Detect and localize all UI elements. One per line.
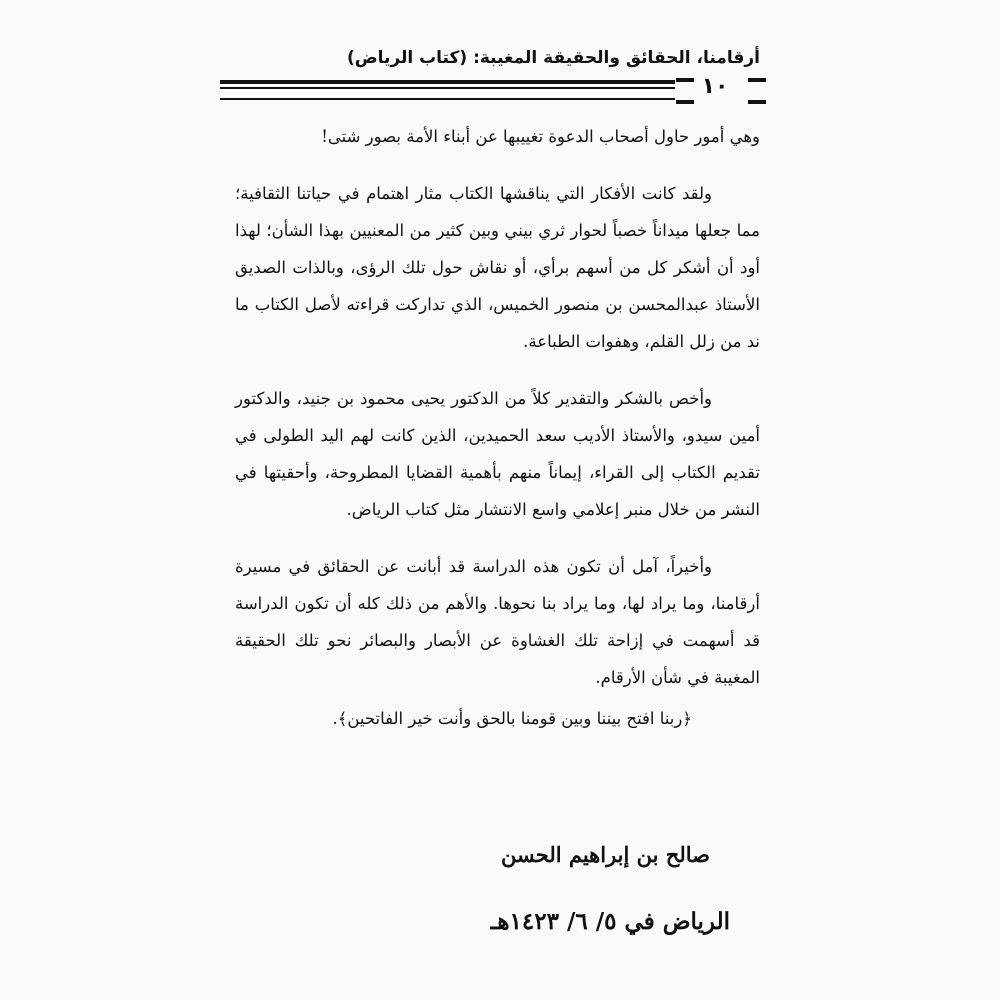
page-header: [220, 48, 760, 98]
place-date: الرياض في ٥/ ٦/ ١٤٢٣هـ: [490, 908, 730, 935]
header-rule: [220, 80, 675, 100]
page-number: ١٠: [680, 74, 750, 100]
paragraph-3: وأخص بالشكر والتقدير كلاً من الدكتور يحيى محمود بن جنيد، والدكتور أمين سيدو، والأستاذ الأديب سعد الحميدين، الذين كانت لهم اليد الطولى في تقديم الكتاب إلى القراء، إيماناً منهم بأهمية القضايا المطروحة، وأحقيتها في النشر من خلال منبر إعلامي واسع الانتشار مثل كتاب الرياض.: [235, 389, 760, 519]
running-header-title: أرقامنا، الحقائق والحقيقة المغيبة: (كتاب الرياض): [346, 48, 760, 68]
quranic-quote: ﴿ربنا افتح بيننا وبين قومنا بالحق وأنت خير الفاتحين﴾.: [332, 709, 692, 728]
page-body: [235, 118, 760, 737]
author-signature: صالح بن إبراهيم الحسن: [501, 842, 710, 867]
paragraph-4: وأخيراً، آمل أن تكون هذه الدراسة قد أبانت عن الحقائق في مسيرة أرقامنا، وما يراد لها، وما يراد بنا نحوها. والأهم من ذلك كله أن تكون الدراسة قد أسهمت في إزاحة تلك الغشاوة عن الأبصار والبصائر نحو تلك الحقيقة المغيبة في شأن الأرقام.: [235, 557, 760, 687]
paragraph-2: ولقد كانت الأفكار التي يناقشها الكتاب مثار اهتمام في حياتنا الثقافية؛ مما جعلها ميداناً خصباً لحوار ثري بيني وبين كثير من المعنيين بهذا الشأن؛ لهذا أود أن أشكر كل من أسهم برأي، أو نقاش حول تلك الرؤى، وبالذات الصديق الأستاذ عبدالمحسن بن منصور الخميس، الذي تداركت قراءته لأصل الكتاب ما ند من زلل القلم، وهفوات الطباعة.: [235, 184, 760, 351]
paragraph-1: وهي أمور حاول أصحاب الدعوة تغييبها عن أبناء الأمة بصور شتى!: [321, 127, 760, 146]
